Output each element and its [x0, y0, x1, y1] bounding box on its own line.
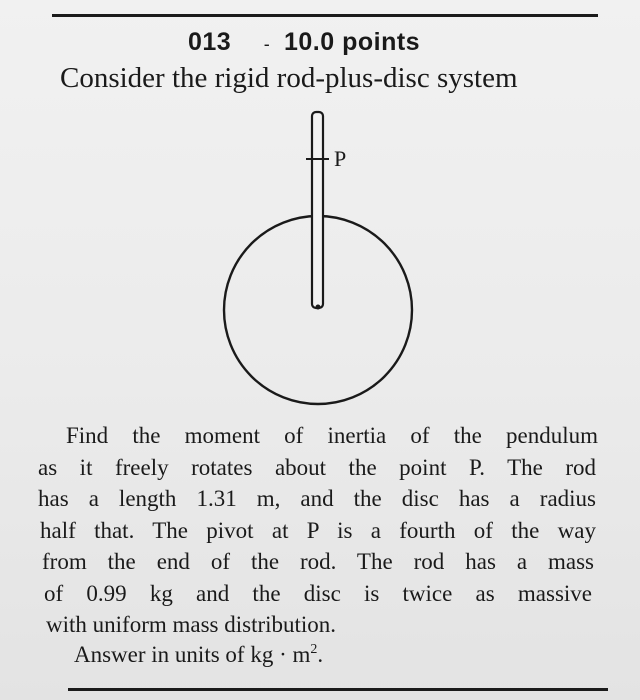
- rod: [312, 112, 323, 308]
- problem-points: 10.0 points: [284, 28, 421, 56]
- rod-disc-diagram: [210, 104, 430, 414]
- problem-intro: Consider the rigid rod-plus-disc system: [60, 62, 518, 94]
- answer-units-line: [74, 642, 323, 668]
- statement-line: with uniform mass distribution.: [46, 612, 337, 637]
- answer-suffix: .: [317, 642, 324, 667]
- problem-header: [188, 28, 420, 57]
- statement-line: of 0.99 kg and the disc is twice as massive: [44, 580, 592, 606]
- answer-prefix: Answer in units of: [74, 642, 245, 667]
- answer-units: kg · m: [250, 642, 311, 667]
- statement-line: from the end of the rod. The rod has a mass: [42, 549, 594, 574]
- top-divider: [52, 14, 598, 17]
- problem-statement: [36, 420, 616, 641]
- statement-line: Find the moment of inertia of the pendulum: [66, 423, 598, 448]
- pivot-label: P: [334, 146, 347, 171]
- header-separator: -: [263, 34, 271, 54]
- statement-line: has a length 1.31 m, and the disc has a radius: [38, 486, 596, 511]
- bottom-divider: [68, 688, 608, 691]
- answer-exponent: 2: [310, 642, 318, 657]
- statement-line: half that. The pivot at P is a fourth of the way: [40, 517, 596, 543]
- problem-number: 013: [188, 28, 232, 56]
- disc-center-dot: [316, 305, 321, 310]
- statement-line: as it freely rotates about the point P. The rod: [38, 454, 596, 480]
